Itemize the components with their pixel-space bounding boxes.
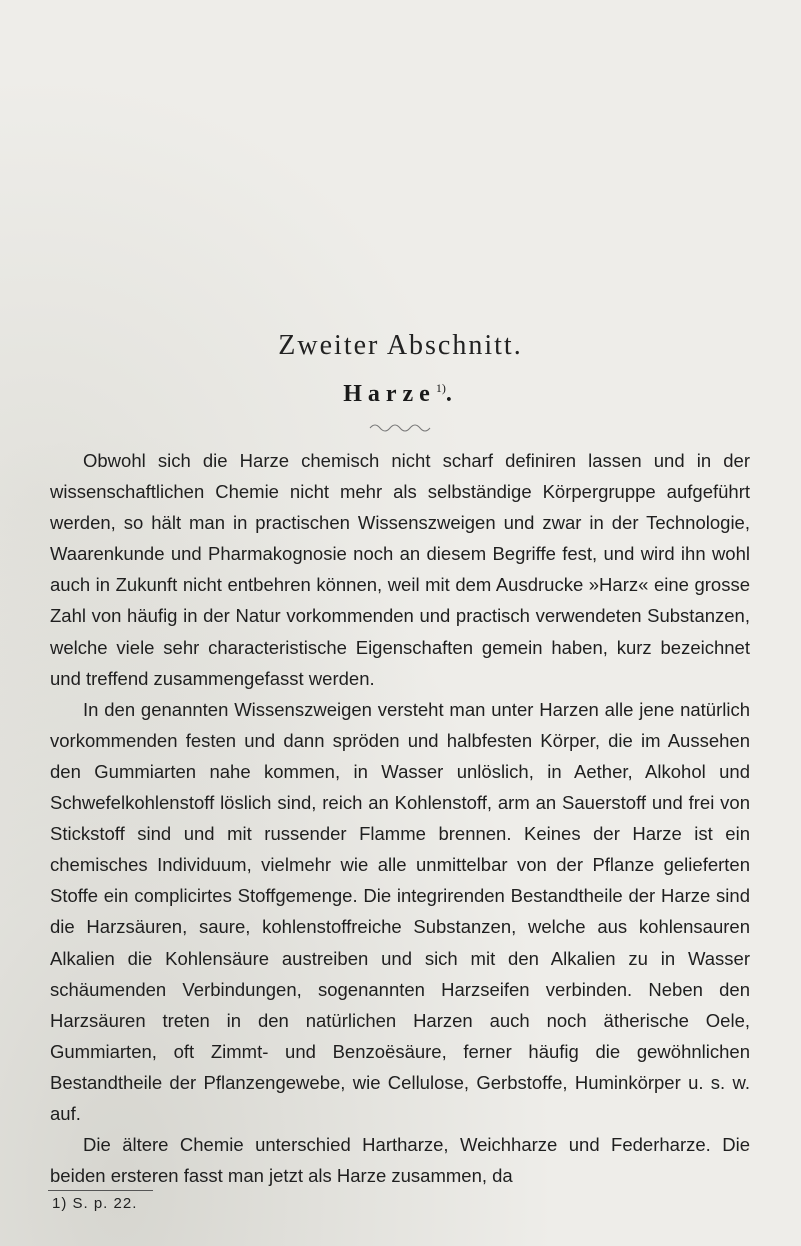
paragraph-3: Die ältere Chemie unterschied Hartharze, Weichharze und Federharze. Die beiden ersteren fasst man jetzt als Harze zusammen, da [50, 1134, 750, 1187]
chapter-title-text: Harze [343, 381, 436, 407]
section-title: Zweiter Abschnitt. [278, 330, 523, 361]
footnote-divider [48, 1190, 153, 1191]
paragraph-2: In den genannten Wissenszweigen versteht man unter Harzen alle jene natürlich vorkommenden festen und dann spröden und halbfesten Körper, die im Aussehen den Gummiarten nahe kommen, in Wasser unlöslich, in Aether, Alkohol und Schwefelkohlenstoff löslich sind, reich an Kohlenstoff, arm an Sauerstoff und frei von Stickstoff sind und mit russender Flamme brennen. Keines der Harze ist ein chemisches Individuum, vielmehr wie alle unmittelbar von der Pflanze gelieferten Stoffe ein complicirtes Stoffgemenge. Die integrirenden Bestandtheile der Harze sind die Harzsäuren, saure, kohlenstoffreiche Substanzen, welche aus kohlensauren Alkalien die Kohlensäure austreiben und sich mit den Alkalien zu in Wasser schäumenden Verbindungen, sogenannten Harzseifen verbinden. Neben den Harzsäuren treten in den natürlichen Harzen auch noch ätherische Oele, Gummiarten, oft Zimmt- und Benzoësäure, ferner häufig die gewöhnlichen Bestandtheile der Pflanzengewebe, wie Cellulose, Gerbstoffe, Huminkörper u. s. w. auf. [50, 698, 750, 1124]
footnote: 1) S. p. 22. [52, 1195, 138, 1212]
body-text [50, 445, 750, 1191]
paragraph-1: Obwohl sich die Harze chemisch nicht scharf definiren lassen und in der wissenschaftlichen Chemie nicht mehr als selbständige Körpergruppe aufgeführt werden, so hält man in practischen Wissenszweigen und zwar in der Technologie, Waarenkunde und Pharmakognosie noch an diesem Begriffe fest, und wird ihn wohl auch in Zukunft nicht entbehren können, weil mit dem Ausdrucke »Harz« eine grosse Zahl von häufig in der Natur vorkommenden und practisch verwendeten Substanzen, welche viele sehr characteristische Eigenschaften gemein haben, kurz bezeichnet und treffend zusammengefasst werden. [50, 450, 750, 689]
wavy-ornament-icon [320, 420, 480, 434]
chapter-title: Harze$^{1)}$. [343, 381, 458, 407]
footnote-marker: 1) [435, 381, 446, 395]
